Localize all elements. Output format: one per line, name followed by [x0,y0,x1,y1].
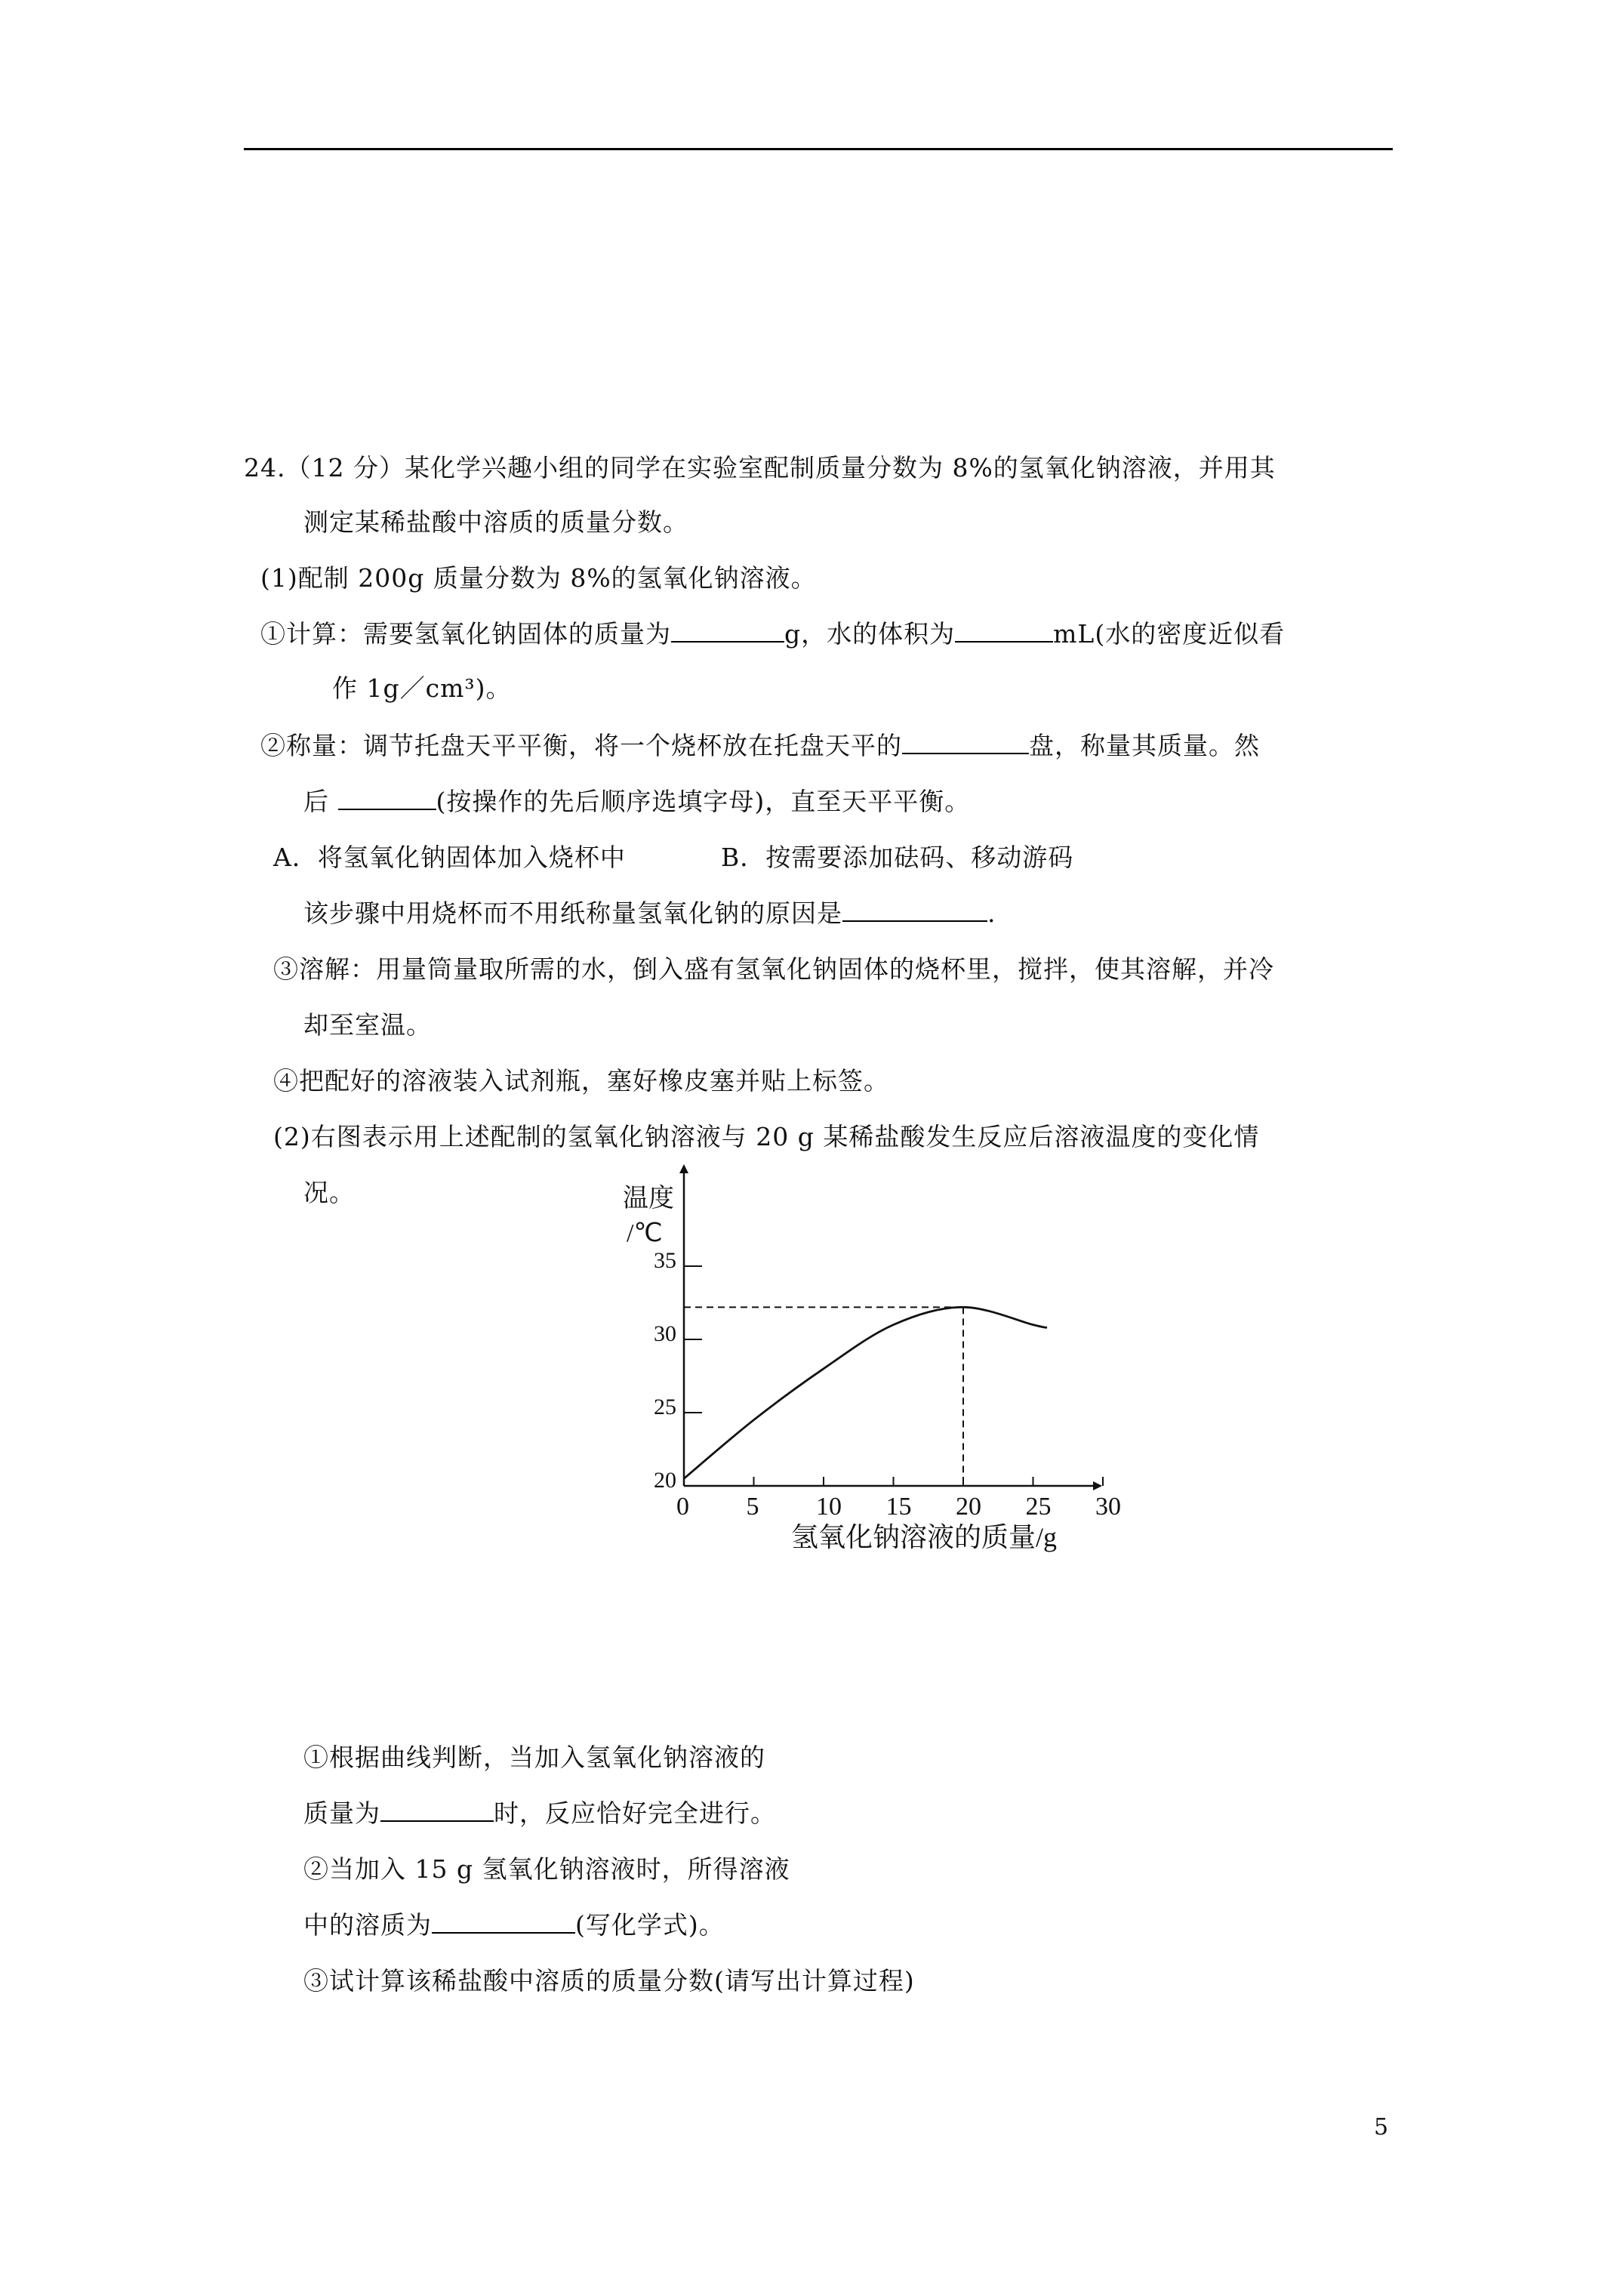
option-a: A．将氢氧化钠固体加入烧杯中 [273,843,626,872]
step2-line-2 [303,785,970,818]
blank-pan-side[interactable] [902,730,1029,754]
step2-text-a: ②称量：调节托盘天平平衡，将一个烧杯放在托盘天平的 [260,731,902,760]
x-tick-label: 20 [956,1493,981,1521]
x-tick-label: 10 [816,1493,842,1521]
question-header: 24.（12 分）某化学兴趣小组的同学在实验室配制质量分数为 8%的氢氧化钠溶液，并用其 [244,453,1276,482]
reason-text-a: 该步骤中用烧杯而不用纸称量氢氧化钠的原因是 [303,898,842,928]
part1-title: (1)配制 200g 质量分数为 8%的氢氧化钠溶液。 [260,563,817,593]
blank-water-volume[interactable] [955,618,1053,643]
q1-text-b: 质量为 [303,1798,380,1828]
y-axis-label-line2: /℃ [627,1219,663,1247]
q1-text-c: 时，反应恰好完全进行。 [494,1798,776,1828]
y-tick-label: 30 [654,1321,676,1346]
x-tick-label: 30 [1095,1493,1121,1521]
y-tick-label: 20 [654,1468,676,1493]
blank-reason[interactable] [842,898,987,922]
page-number: 5 [1374,2114,1389,2140]
y-tick-label: 35 [654,1248,676,1273]
step2-text-c: 后 [303,787,338,816]
q2-text-c: (写化学式)。 [575,1910,725,1940]
reason-line [303,897,996,930]
step4-text: ④把配好的溶液装入试剂瓶，塞好橡皮塞并贴上标签。 [273,1066,889,1096]
step3-text-b: 却至室温。 [303,1010,432,1040]
y-tick-label: 25 [654,1395,676,1419]
step2-line [260,729,1260,763]
q1-text-a: ①根据曲线判断，当加入氢氧化钠溶液的 [303,1743,765,1772]
step2-text-d: (按操作的先后顺序选填字母)，直至天平平衡。 [436,787,971,816]
step1-text-b: g，水的体积为 [784,619,956,649]
blank-operation-order[interactable] [338,786,436,810]
q3-text: ③试计算该稀盐酸中溶质的质量分数(请写出计算过程) [303,1966,915,1996]
step3-text-a: ③溶解：用量筒量取所需的水，倒入盛有氢氧化钠固体的烧杯里，搅拌，使其溶解，并冷 [273,954,1274,984]
q2-text-a: ②当加入 15 g 氢氧化钠溶液时，所得溶液 [303,1854,790,1884]
x-tick-label: 5 [746,1493,759,1521]
step1-text-d: 作 1g／cm³)。 [332,673,512,703]
q1-line [303,1797,776,1830]
q2-line [303,1909,725,1942]
y-axis-label-line1: 温度 [623,1185,674,1213]
step1-text-a: ①计算：需要氢氧化钠固体的质量为 [260,619,671,649]
header-rule [244,148,1393,150]
option-b: B．按需要添加砝码、移动游码 [721,843,1074,872]
part2-text-b: 况。 [303,1178,355,1207]
question-header-cont: 测定某稀盐酸中溶质的质量分数。 [303,507,688,537]
blank-naoh-mass[interactable] [671,618,784,643]
temperature-curve [684,1307,1047,1478]
x-tick-label: 0 [676,1493,689,1521]
x-tick-label: 15 [885,1493,912,1521]
temperature-chart [589,1163,1132,1570]
blank-complete-mass[interactable] [380,1798,494,1822]
part2-text-a: (2)右图表示用上述配制的氢氧化钠溶液与 20 g 某稀盐酸发生反应后溶液温度的变化情 [273,1122,1260,1151]
step1-text-c: mL(水的密度近似看 [1053,619,1286,649]
q2-text-b: 中的溶质为 [303,1910,432,1940]
x-tick-label: 25 [1025,1493,1052,1521]
step2-text-b: 盘，称量其质量。然 [1029,731,1260,760]
blank-solute-formula[interactable] [432,1909,575,1934]
step1-line [260,618,1285,651]
x-axis-label: 氢氧化钠溶液的质量/g [791,1522,1058,1552]
reason-text-b: . [987,898,996,928]
